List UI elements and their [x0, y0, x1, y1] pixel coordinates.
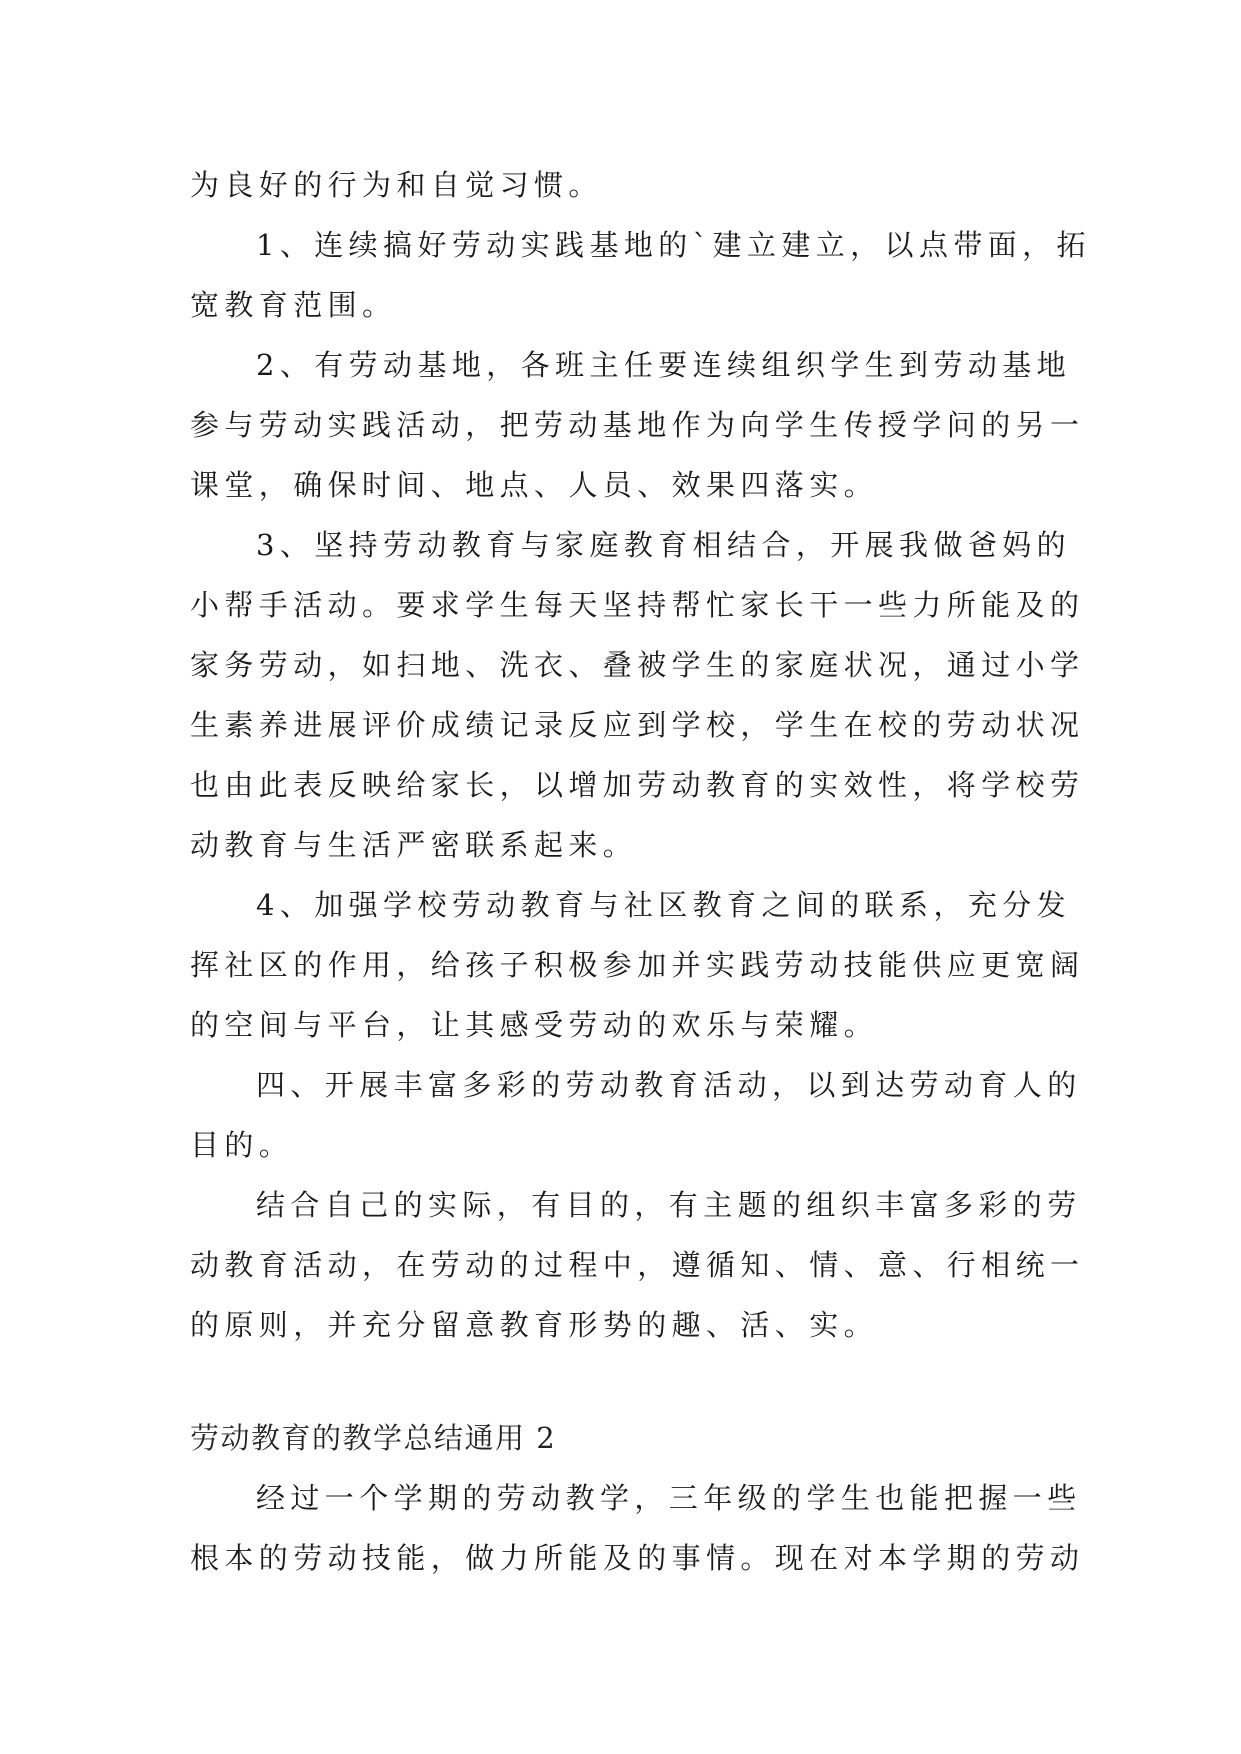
text-line: 根本的劳动技能，做力所能及的事情。现在对本学期的劳动: [190, 1541, 1085, 1575]
body-text-top: [190, 155, 1091, 1355]
body-text-bottom: [190, 1468, 1085, 1588]
section-heading: 劳动教育的教学总结通用 2: [190, 1421, 557, 1455]
document-page: [190, 155, 1091, 1588]
text-line: 也由此表反映给家长，以增加劳动教育的实效性，将学校劳: [190, 768, 1085, 802]
text-line: 的空间与平台，让其感受劳动的欢乐与荣耀。: [190, 1008, 879, 1042]
text-line: 为良好的行为和自觉习惯。: [190, 168, 603, 202]
paragraph: [190, 515, 1085, 875]
text-line: 宽教育范围。: [190, 288, 397, 322]
text-line: 结合自己的实际，有目的，有主题的组织丰富多彩的劳: [256, 1188, 1082, 1222]
text-line: 的原则，并充分留意教育形势的趣、活、实。: [190, 1308, 879, 1342]
paragraph: [190, 1175, 1085, 1355]
paragraph: [190, 1468, 1085, 1588]
paragraph: [190, 875, 1085, 1055]
text-line: 目的。: [190, 1128, 294, 1162]
paragraph: [190, 335, 1085, 515]
paragraph: [190, 215, 1091, 335]
text-line: 挥社区的作用，给孩子积极参加并实践劳动技能供应更宽阔: [190, 948, 1085, 982]
text-line: 四、开展丰富多彩的劳动教育活动，以到达劳动育人的: [256, 1068, 1082, 1102]
paragraph: [190, 155, 1048, 215]
text-line: 动教育与生活严密联系起来。: [190, 828, 638, 862]
text-line: 2、有劳动基地，各班主任要连续组织学生到劳动基地: [256, 348, 1072, 382]
text-line: 动教育活动，在劳动的过程中，遵循知、情、意、行相统一: [190, 1248, 1085, 1282]
text-line: 4、加强学校劳动教育与社区教育之间的联系，充分发: [256, 888, 1072, 922]
text-line: 生素养进展评价成绩记录反应到学校，学生在校的劳动状况: [190, 708, 1085, 742]
text-line: 课堂，确保时间、地点、人员、效果四落实。: [190, 468, 879, 502]
text-line: 经过一个学期的劳动教学，三年级的学生也能把握一些: [256, 1481, 1082, 1515]
paragraph: [190, 1055, 1082, 1175]
text-line: 小帮手活动。要求学生每天坚持帮忙家长干一些力所能及的: [190, 588, 1085, 622]
text-line: 3、坚持劳动教育与家庭教育相结合，开展我做爸妈的: [256, 528, 1072, 562]
text-line: 家务劳动，如扫地、洗衣、叠被学生的家庭状况，通过小学: [190, 648, 1085, 682]
text-line: 参与劳动实践活动，把劳动基地作为向学生传授学问的另一: [190, 408, 1085, 442]
text-line: 1、连续搞好劳动实践基地的`建立建立，以点带面，拓: [256, 228, 1091, 262]
